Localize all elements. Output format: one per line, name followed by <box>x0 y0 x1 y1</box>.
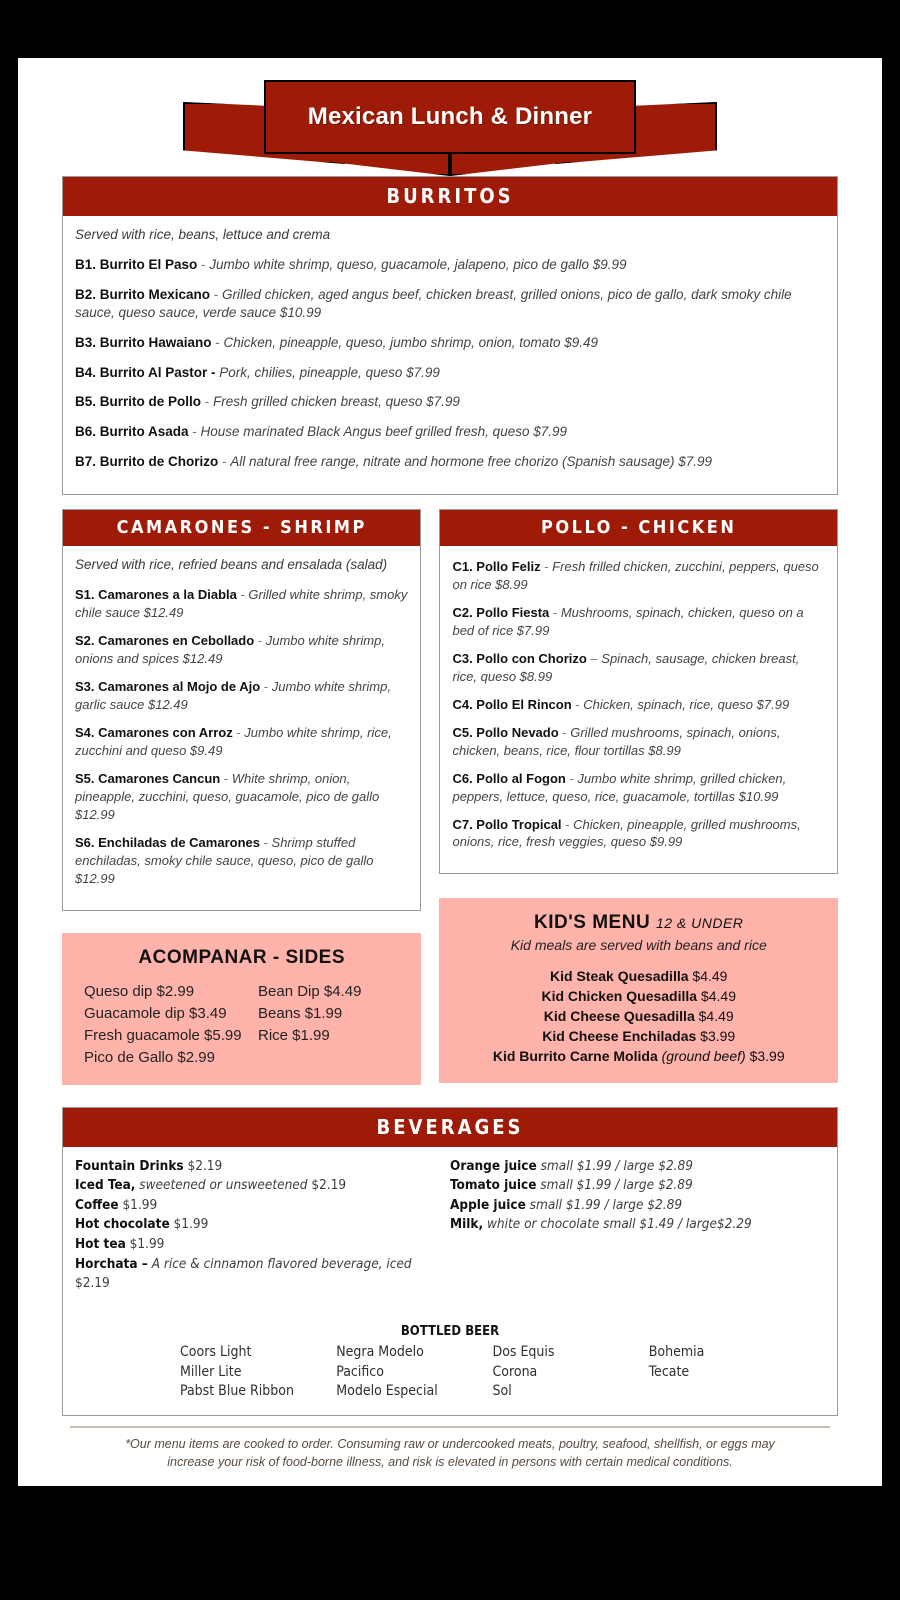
menu-item-name: S5. Camarones Cancun <box>75 770 221 786</box>
side-item: Beans $1.99 <box>258 1004 343 1022</box>
menu-item <box>75 423 825 442</box>
menu-item-description: Mushrooms, spinach, chicken, queso on a bed of rice $7.99 <box>452 605 804 639</box>
burritos-intro: Served with rice, beans, lettuce and crema <box>75 227 331 242</box>
menu-item <box>452 696 825 714</box>
kids-item-list <box>455 967 822 1066</box>
right-column <box>439 509 838 1085</box>
menu-item <box>75 770 408 824</box>
menu-item <box>75 632 408 668</box>
side-item: Fresh guacamole $5.99 <box>84 1027 242 1045</box>
beverage-item <box>75 1235 450 1255</box>
footer-disclaimer <box>62 1428 838 1471</box>
beverage-item <box>450 1215 825 1235</box>
menu-item <box>452 816 825 852</box>
beverage-item-name: Milk, <box>450 1216 484 1233</box>
beer-item: Dos Equis <box>492 1343 555 1360</box>
side-item: Pico de Gallo $2.99 <box>84 1049 215 1067</box>
menu-item-description: Jumbo white shrimp, grilled chicken, peppers, lettuce, queso, rice, guacamole, tortillas $10.99 <box>452 770 787 804</box>
beverage-item-price: $1.99 <box>118 1196 158 1213</box>
menu-item-description: Fresh frilled chicken, zucchini, peppers, queso on rice $8.99 <box>452 559 819 593</box>
menu-item-name: C7. Pollo Tropical <box>452 816 562 832</box>
beverage-item <box>450 1196 825 1216</box>
beverage-item-description: sweetened or unsweetened <box>135 1177 308 1194</box>
menu-item-separator: - <box>549 605 561 621</box>
menu-item-name: B5. Burrito de Pollo <box>75 394 202 410</box>
beverages-left-column <box>75 1157 450 1294</box>
menu-item-separator: - <box>197 257 210 273</box>
menu-banner <box>18 80 882 176</box>
menu-item-name: B7. Burrito de Chorizo <box>75 453 219 469</box>
menu-item <box>75 256 825 275</box>
menu-item <box>75 678 408 714</box>
menu-item-separator: - <box>210 286 223 302</box>
beer-item: Negra Modelo <box>336 1343 424 1360</box>
beverages-right-column <box>450 1157 825 1294</box>
beverage-item <box>75 1215 450 1235</box>
menu-item-name: C5. Pollo Nevado <box>452 724 559 740</box>
menu-item <box>452 770 825 806</box>
menu-item <box>452 558 825 594</box>
menu-item-description: Grilled chicken, aged angus beef, chicken breast, grilled onions, pico de gallo, dark smoky chile sauce, queso sauce, verde sauce $10.99 <box>75 286 792 321</box>
beverage-item <box>75 1176 450 1196</box>
menu-item-name: B3. Burrito Hawaiano <box>75 335 212 351</box>
kids-menu-item <box>455 1027 822 1047</box>
menu-item-separator: - <box>188 423 201 439</box>
menu-item-name: C6. Pollo al Fogon <box>452 770 566 786</box>
menu-item-description: Grilled white shrimp, smoky chile sauce $12.49 <box>75 587 408 621</box>
beverage-item <box>75 1255 450 1294</box>
menu-item-description: Jumbo white shrimp, onions and spices $12.49 <box>75 633 385 667</box>
kids-menu-item-note: (ground beef) <box>657 1047 746 1064</box>
menu-item-separator: - <box>561 816 574 832</box>
section-heading-pollo: POLLO - CHICKEN <box>440 510 837 546</box>
beer-item <box>649 1382 805 1401</box>
menu-item-separator: – <box>586 650 602 666</box>
middle-row <box>62 509 838 1085</box>
beverage-item-description: small $1.99 / large $2.89 <box>536 1177 693 1194</box>
kids-subtitle: Kid meals are served with beans and rice <box>510 937 767 954</box>
kids-menu-item <box>455 967 822 987</box>
section-heading-burritos: BURRITOS <box>63 177 837 216</box>
beverage-item-price: $1.99 <box>125 1236 165 1252</box>
menu-item-description: Grilled mushrooms, spinach, onions, chicken, beans, rice, flour tortillas $8.99 <box>452 724 781 758</box>
beer-item: Coors Light <box>180 1343 252 1360</box>
menu-item <box>452 650 825 686</box>
beer-item: Corona <box>492 1363 538 1380</box>
kids-menu-item-price: $3.99 <box>696 1028 736 1045</box>
beverages-columns <box>75 1157 825 1294</box>
menu-item-description: Pork, chilies, pineapple, queso $7.99 <box>219 364 440 380</box>
beverage-item-description: A rice & cinnamon flavored beverage, iced <box>147 1255 412 1272</box>
beverage-item-name: Fountain Drinks <box>75 1157 184 1174</box>
kids-menu-item-name: Kid Steak Quesadilla <box>550 968 689 985</box>
side-item: Bean Dip $4.49 <box>258 982 362 1000</box>
menu-item <box>75 364 825 383</box>
menu-item-separator: - <box>260 679 272 695</box>
kids-heading <box>455 912 822 934</box>
side-item: Queso dip $2.99 <box>84 982 195 1000</box>
side-item <box>258 1047 405 1068</box>
menu-item-separator: - <box>201 394 214 410</box>
menu-item-name: B6. Burrito Asada <box>75 423 189 439</box>
section-heading-camarones: CAMARONES - SHRIMP <box>63 510 420 546</box>
menu-item-name: C4. Pollo El Rincon <box>452 696 572 712</box>
menu-item-separator: - <box>565 770 578 786</box>
kids-menu-item <box>455 1047 822 1067</box>
beverage-item-description: white or chocolate small $1.49 / large$2.29 <box>483 1216 752 1233</box>
beer-item: Sol <box>492 1383 512 1400</box>
menu-item <box>75 286 825 323</box>
menu-item-description: Fresh grilled chicken breast, queso $7.99 <box>213 394 460 410</box>
beverage-item-name: Orange juice <box>450 1157 537 1174</box>
menu-item-separator: - <box>540 559 553 575</box>
menu-item-description: Jumbo white shrimp, rice, zucchini and queso $9.49 <box>75 725 392 758</box>
menu-item-name: B4. Burrito Al Pastor - <box>75 364 216 380</box>
beverage-item-name: Coffee <box>75 1196 119 1213</box>
sides-heading: ACOMPANAR - SIDES <box>138 946 346 968</box>
menu-item <box>75 393 825 412</box>
beverage-item-price: $2.19 <box>307 1177 347 1194</box>
menu-item-separator: - <box>254 633 266 649</box>
burritos-item-list <box>75 256 825 471</box>
section-sides <box>62 933 421 1085</box>
beverage-item-name: Hot chocolate <box>75 1216 170 1233</box>
menu-item <box>75 334 825 353</box>
ribbon-notch-right <box>450 154 636 176</box>
kids-heading-main: KID'S MENU <box>534 912 651 934</box>
side-item: Rice $1.99 <box>258 1027 330 1045</box>
menu-item <box>75 724 408 760</box>
menu-item-separator: - <box>259 834 272 850</box>
kids-menu-item-price: $3.99 <box>745 1047 785 1064</box>
beer-item: Modelo Especial <box>336 1383 438 1400</box>
beverage-item <box>75 1196 450 1216</box>
beverage-item-name: Tomato juice <box>450 1177 537 1194</box>
menu-item-description: Chicken, pineapple, grilled mushrooms, onions, rice, fresh veggies, queso $9.99 <box>452 816 801 850</box>
menu-item-description: Shrimp stuffed enchiladas, smoky chile sauce, queso, pico de gallo $12.99 <box>75 834 374 886</box>
left-column <box>62 509 421 1085</box>
menu-item-separator: - <box>558 724 571 740</box>
beverage-item-price: $2.19 <box>183 1157 223 1174</box>
beer-item: Tecate <box>648 1363 690 1380</box>
menu-item-description: Chicken, spinach, rice, queso $7.99 <box>583 696 790 712</box>
menu-item-separator: - <box>211 335 224 351</box>
beer-item: Pabst Blue Ribbon <box>180 1383 294 1400</box>
ribbon-center <box>264 80 636 154</box>
kids-menu-item-name: Kid Cheese Enchiladas <box>542 1028 697 1045</box>
menu-item-separator: - <box>220 770 232 786</box>
beer-item: Miller Lite <box>180 1363 242 1380</box>
bottled-beer-grid <box>75 1343 825 1402</box>
menu-item-name: B1. Burrito El Paso <box>75 257 198 273</box>
kids-menu-item-price: $4.49 <box>697 988 736 1005</box>
menu-item-description: Spinach, sausage, chicken breast, rice, queso $8.99 <box>452 650 800 684</box>
menu-item-description: House marinated Black Angus beef grilled fresh, queso $7.99 <box>200 423 568 439</box>
menu-item-name: C1. Pollo Feliz <box>452 559 541 575</box>
menu-item <box>75 586 408 622</box>
side-item: Guacamole dip $3.49 <box>84 1004 227 1022</box>
menu-item-name: B2. Burrito Mexicano <box>75 286 211 302</box>
kids-menu-item <box>455 1007 822 1027</box>
menu-item-name: S1. Camarones a la Diabla <box>75 587 237 603</box>
menu-item-separator: - <box>571 696 584 712</box>
menu-page <box>18 58 882 1486</box>
kids-menu-item-name: Kid Chicken Quesadilla <box>541 988 698 1005</box>
menu-item-name: S6. Enchiladas de Camarones <box>75 834 260 850</box>
menu-item-separator: - <box>236 587 249 603</box>
kids-menu-item-price: $4.49 <box>688 968 728 985</box>
camarones-intro: Served with rice, refried beans and ensalada (salad) <box>75 557 388 573</box>
beverage-item <box>450 1157 825 1177</box>
bottled-beer-heading: BOTTLED BEER <box>400 1323 500 1339</box>
menu-item-description: All natural free range, nitrate and hormone free chorizo (Spanish sausage) $7.99 <box>230 453 713 469</box>
menu-item-name: C3. Pollo con Chorizo <box>452 650 587 666</box>
kids-menu-item-name: Kid Burrito Carne Molida <box>492 1047 658 1064</box>
disclaimer-line-2: increase your risk of food-borne illness, and risk is elevated in persons with certain medical conditions. <box>167 1455 733 1470</box>
menu-item-description: White shrimp, onion, pineapple, zucchini, queso, guacamole, pico de gallo $12.99 <box>75 770 380 822</box>
beverage-item-name: Hot tea <box>75 1236 126 1252</box>
kids-heading-sub: 12 & UNDER <box>655 915 744 932</box>
menu-item-description: Jumbo white shrimp, queso, guacamole, jalapeno, pico de gallo $9.99 <box>209 257 627 273</box>
menu-item-name: S4. Camarones con Arroz <box>75 725 233 741</box>
pollo-item-list <box>452 558 825 851</box>
beverage-item-name: Horchata – <box>75 1255 148 1272</box>
menu-title: Mexican Lunch & Dinner <box>307 103 593 130</box>
beverage-item-price: $2.19 <box>75 1275 110 1292</box>
disclaimer-line-1: *Our menu items are cooked to order. Consuming raw or undercooked meats, poultry, seafood, shellfish, or eggs may <box>125 1437 775 1452</box>
menu-item <box>75 834 408 888</box>
menu-item-description: Chicken, pineapple, queso, jumbo shrimp, onion, tomato $9.49 <box>223 335 599 351</box>
menu-item <box>452 724 825 760</box>
menu-item <box>452 604 825 640</box>
sides-grid <box>78 981 405 1069</box>
menu-item-separator: - <box>232 725 245 741</box>
section-pollo <box>439 509 838 874</box>
beverage-item-name: Iced Tea, <box>75 1177 136 1194</box>
beer-item: Pacifico <box>336 1363 384 1380</box>
kids-menu-item-name: Kid Cheese Quesadilla <box>543 1008 695 1025</box>
menu-item-description: Jumbo white shrimp, garlic sauce $12.49 <box>75 679 391 713</box>
section-burritos <box>62 176 838 495</box>
beer-item: Bohemia <box>648 1343 705 1360</box>
section-heading-beverages: BEVERAGES <box>63 1108 837 1147</box>
beverage-item-name: Apple juice <box>450 1196 526 1213</box>
beverage-item <box>450 1176 825 1196</box>
camarones-item-list <box>75 586 408 887</box>
section-camarones <box>62 509 421 910</box>
beverage-item <box>75 1157 450 1177</box>
kids-menu-item-price: $4.49 <box>694 1008 734 1025</box>
menu-item-name: S2. Camarones en Cebollado <box>75 633 255 649</box>
beverage-item-description: small $1.99 / large $2.89 <box>525 1196 683 1213</box>
beverage-item-price: $1.99 <box>169 1216 209 1233</box>
kids-menu-item <box>455 987 822 1007</box>
menu-item-name: C2. Pollo Fiesta <box>452 605 550 621</box>
beverage-item-description: small $1.99 / large $2.89 <box>536 1157 693 1174</box>
section-beverages <box>62 1107 838 1417</box>
menu-item-name: S3. Camarones al Mojo de Ajo <box>75 679 261 695</box>
menu-item-separator: - <box>218 453 231 469</box>
section-kids-menu <box>439 898 838 1082</box>
menu-item <box>75 453 825 472</box>
